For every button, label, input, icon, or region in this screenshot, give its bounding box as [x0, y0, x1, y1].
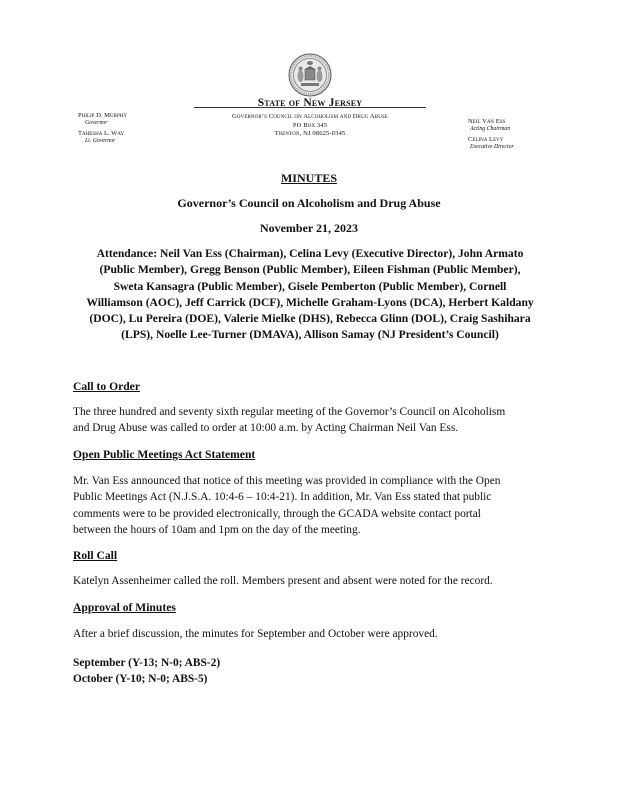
governor-name: Philip D. Murphy: [78, 112, 127, 119]
call-to-order-text: [73, 404, 553, 437]
attendance-line: Attendance: Neil Van Ess (Chairman), Celina Levy (Executive Director), John Armato: [96, 247, 524, 260]
left-officials: [78, 112, 188, 149]
open-meetings-heading: Open Public Meetings Act Statement: [73, 448, 256, 461]
attendance-line: Sweta Kansagra (Public Member), Gisele Pemberton (Public Member), Cornell: [113, 279, 507, 293]
chairman-title: Acting Chairman: [470, 126, 511, 132]
roll-call-heading: Roll Call: [73, 549, 118, 562]
director-title: Executive Director: [470, 144, 514, 151]
director-name: Celina Levy: [468, 136, 504, 144]
paragraph-line: between the hours of 10am and 1pm on the day of the meeting.: [73, 524, 361, 537]
attendance-line: Williamson (AOC), Jeff Carrick (DCF), Michelle Graham-Lyons (DCA), Herbert Kaldany: [86, 295, 534, 309]
governor-title: Governor: [85, 120, 108, 126]
minutes-heading: MINUTES: [280, 171, 337, 185]
attendance-line: (DOC), Lu Pereira (DOE), Valerie Mielke (DHS), Rebecca Glinn (DOL), Craig Sashihara: [89, 312, 531, 326]
attendance-line: (LPS), Noelle Lee-Turner (DMAVA), Allison Samay (NJ President’s Council): [121, 328, 499, 342]
approval-heading: Approval of Minutes: [73, 601, 176, 614]
paragraph-line: and Drug Abuse was called to order at 10:00 a.m. by Acting Chairman Neil Van Ess.: [73, 422, 459, 435]
lt-governor-title: Lt. Governor: [85, 138, 116, 145]
vote-october: October (Y-10; N-0; ABS-5): [73, 672, 208, 685]
letterhead-center: [190, 97, 430, 139]
state-seal-icon: [288, 52, 332, 98]
attendance-line: (Public Member), Gregg Benson (Public Member), Eileen Fishman (Public Member),: [99, 263, 521, 277]
approval-text: After a brief discussion, the minutes for September and October were approved.: [73, 628, 438, 640]
po-box: PO Box 345: [292, 121, 328, 129]
lt-governor-name: Tahesha L. Way: [78, 130, 125, 138]
paragraph-line: comments were to be provided electronically, through the GCADA website contact portal: [73, 507, 481, 520]
chairman-name: Neil Van Ess: [468, 118, 506, 125]
letterhead-rule: [194, 107, 426, 108]
state-name: State of New Jersey: [257, 97, 363, 109]
attendance-list: [76, 246, 544, 344]
council-title: Governor’s Council on Alcoholism and Drug Abuse: [177, 196, 441, 210]
vote-september: September (Y-13; N-0; ABS-2): [73, 657, 221, 669]
city-address: Trenton, NJ 08625-0345: [274, 130, 346, 138]
meeting-date: November 21, 2023: [259, 221, 359, 235]
agency-name: Governor’s Council on Alcoholism and Drug Abuse: [232, 113, 388, 120]
open-meetings-text: [73, 473, 553, 539]
call-to-order-heading: Call to Order: [73, 380, 140, 393]
roll-call-text: Katelyn Assenheimer called the roll. Members present and absent were noted for the record.: [73, 575, 493, 587]
paragraph-line: Public Meetings Act (N.J.S.A. 10:4-6 – 10:4-21). In addition, Mr. Van Ess stated that public: [73, 491, 492, 504]
paragraph-line: Mr. Van Ess announced that notice of this meeting was provided in compliance with the Open: [73, 475, 501, 487]
vote-results: [73, 656, 220, 687]
paragraph-line: The three hundred and seventy sixth regular meeting of the Governor’s Council on Alcoholism: [73, 406, 506, 418]
right-officials: [468, 118, 568, 155]
